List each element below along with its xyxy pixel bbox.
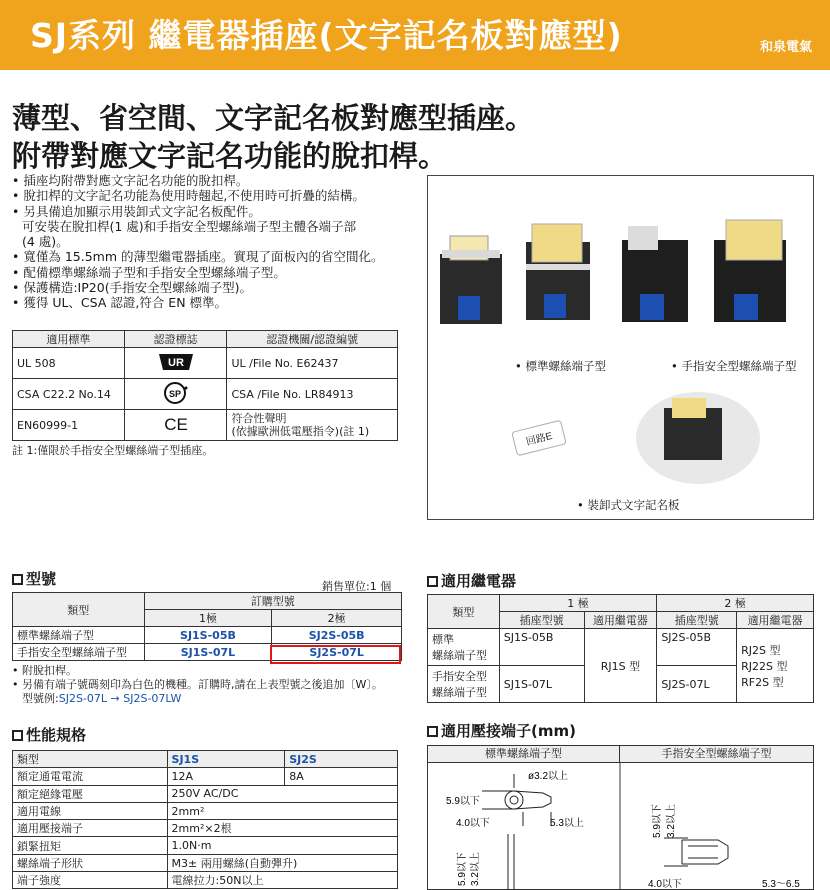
csa-mark-icon (124, 379, 227, 410)
relay-type: 標準 螺絲端子型 (428, 629, 500, 666)
svg-text:4.0以下: 4.0以下 (456, 818, 490, 829)
headline-line-1: 薄型、省空間、文字記名板對應型插座。 (12, 101, 535, 135)
feature-item: • 配備標準螺絲端子型和手指安全型螺絲端子型。 (12, 264, 286, 280)
relay-compatible: RJ1S 型 (584, 629, 657, 703)
ul-mark-icon (124, 348, 227, 379)
cert-header-mark: 認證標誌 (124, 331, 227, 348)
spec-value: 12A (167, 768, 285, 785)
relay-socket: SJ2S-05B (657, 629, 737, 666)
terminal-diagram-box (427, 745, 814, 890)
cert-agency: 符合性聲明 (依據歐洲低電壓指令)(註 1) (227, 410, 398, 441)
socket-standard-1 (440, 236, 502, 324)
svg-text:CE: CE (163, 414, 188, 434)
product-photo-box (427, 175, 814, 520)
section-title-terminal: 適用壓接端子(mm) (427, 720, 576, 741)
model-code-highlighted: SJ2S-07L (272, 644, 402, 661)
spec-label: 額定絕緣電壓 (13, 785, 168, 802)
spec-value: SJ2S (285, 751, 398, 768)
svg-text:4.0以下: 4.0以下 (648, 879, 682, 889)
svg-text:3.2以上: 3.2以上 (666, 804, 677, 838)
fork-terminal-drawing (664, 838, 728, 866)
relay-socket: SJ1S-07L (499, 666, 584, 703)
spec-value: 8A (285, 768, 398, 785)
headline-line-2: 附帶對應文字記名功能的脫扣桿。 (12, 139, 448, 173)
cert-standard: UL 508 (13, 348, 125, 379)
relay-table (427, 594, 814, 703)
certification-table (12, 330, 398, 441)
cert-standard: EN60999-1 (13, 410, 125, 441)
feature-list (12, 173, 420, 311)
socket-standard-2 (526, 224, 590, 320)
spec-label: 額定通電電流 (13, 768, 168, 785)
relay-header-relay: 適用繼電器 (584, 612, 657, 629)
spec-table (12, 750, 398, 889)
feature-item: (4 處)。 (22, 234, 69, 250)
model-type: 手指安全型螺絲端子型 (13, 644, 145, 661)
cert-header-agency: 認證機關/認證編號 (227, 331, 398, 348)
svg-text:5.9以下: 5.9以下 (457, 852, 468, 886)
relay-header-2pole: 2 極 (657, 595, 814, 612)
terminal-dimension-drawing (428, 746, 813, 889)
spec-value: M3± 兩用螺絲(自動彈升) (167, 854, 397, 871)
model-header-type: 類型 (13, 593, 145, 627)
section-title-model: 型號 (12, 568, 56, 589)
section-title-relay: 適用繼電器 (427, 570, 516, 591)
svg-text:3.2以上: 3.2以上 (470, 852, 481, 886)
terminal-header-fingersafe: 手指安全型螺絲端子型 (620, 746, 813, 763)
feature-item: • 寬僅為 15.5mm 的薄型繼電器插座。實現了面板內的省空間化。 (12, 249, 384, 265)
spec-label: 適用壓接端子 (13, 820, 168, 837)
relay-header-1pole: 1 極 (499, 595, 657, 612)
ring-terminal-drawing (482, 774, 551, 889)
ce-mark-icon (124, 410, 227, 441)
highlight-box (270, 645, 401, 664)
model-header-2pole: 2極 (272, 610, 402, 627)
spec-label: 螺絲端子形狀 (13, 854, 168, 871)
model-code: SJ1S-07L (144, 644, 272, 661)
caption-nameplate: • 裝卸式文字記名板 (577, 498, 680, 512)
brand-logo: 和泉電氣 (759, 40, 812, 55)
model-code: SJ2S-05B (272, 627, 402, 644)
relay-header-socket: 插座型號 (657, 612, 737, 629)
socket-fingersafe-1 (622, 226, 688, 322)
sales-unit: 銷售單位:1 個 (322, 580, 392, 593)
relay-header-relay: 適用繼電器 (737, 612, 814, 629)
spec-value: 250V AC/DC (167, 785, 397, 802)
spec-label: 端子強度 (13, 872, 168, 889)
caption-fingersafe-screw: • 手指安全型螺絲端子型 (671, 359, 797, 373)
feature-item: • 保護構造:IP20(手指安全型螺絲端子型)。 (12, 280, 252, 296)
svg-text:5.3以上: 5.3以上 (550, 818, 584, 829)
page-title: SJ系列 繼電器插座(文字記名板對應型) (30, 16, 623, 55)
caption-standard-screw: • 標準螺絲端子型 (515, 359, 606, 373)
feature-item: 可安裝在脫扣桿(1 處)和手指安全型螺絲端子型主體各端子部 (22, 218, 357, 234)
feature-item: • 另具備追加顯示用裝卸式文字記名板配件。 (12, 203, 261, 219)
spec-value: 電線拉力:50N以上 (167, 872, 397, 889)
socket-fingersafe-2 (714, 220, 786, 322)
spec-value: 2mm²×2根 (167, 820, 397, 837)
cert-standard: CSA C22.2 No.14 (13, 379, 125, 410)
svg-text:5.9以下: 5.9以下 (446, 796, 480, 807)
spec-value: 2mm² (167, 802, 397, 819)
spec-value: SJ1S (167, 751, 285, 768)
model-notes: • 附脫扣桿。 • 另備有端子號碼刻印為白色的機種。訂購時,請在上表型號之後追加〔W〕。 型號例:SJ2S-07L → SJ2S-07LW (12, 664, 383, 706)
spec-value: 1.0N·m (167, 837, 397, 854)
relay-header-socket: 插座型號 (499, 612, 584, 629)
feature-item: • 脫扣桿的文字記名功能為使用時翹起,不使用時可折疊的結構。 (12, 188, 365, 204)
section-title-spec: 性能規格 (12, 724, 86, 745)
terminal-header-standard: 標準螺絲端子型 (428, 746, 620, 763)
relay-socket-illustration (428, 176, 813, 519)
svg-text:5.3〜6.5: 5.3〜6.5 (762, 879, 800, 889)
svg-text:ø3.2以上: ø3.2以上 (528, 771, 569, 782)
cert-footnote: 註 1:僅限於手指安全型螺絲端子型插座。 (12, 444, 214, 457)
svg-text:回路E: 回路E (525, 430, 554, 449)
model-type: 標準螺絲端子型 (13, 627, 145, 644)
cert-header-standard: 適用標準 (13, 331, 125, 348)
relay-socket: SJ2S-07L (657, 666, 737, 703)
spec-label: 適用電線 (13, 802, 168, 819)
svg-text:UR: UR (167, 356, 184, 369)
relay-header-type: 類型 (428, 595, 500, 629)
model-header-order: 訂購型號 (144, 593, 401, 610)
feature-item: • 獲得 UL、CSA 認證,符合 EN 標準。 (12, 295, 228, 311)
svg-text:5.9以下: 5.9以下 (652, 804, 663, 838)
svg-text:SP: SP (168, 388, 181, 399)
cert-agency: UL /File No. E62437 (227, 348, 398, 379)
feature-item: • 插座均附帶對應文字記名功能的脫扣桿。 (12, 173, 249, 188)
spec-label: 類型 (13, 751, 168, 768)
cert-agency: CSA /File No. LR84913 (227, 379, 398, 410)
relay-compatible: RJ2S 型 RJ22S 型 RF2S 型 (737, 629, 814, 703)
spec-label: 鎖緊扭矩 (13, 837, 168, 854)
model-header-1pole: 1極 (144, 610, 272, 627)
relay-type: 手指安全型 螺絲端子型 (428, 666, 500, 703)
relay-socket: SJ1S-05B (499, 629, 584, 666)
model-code: SJ1S-05B (144, 627, 272, 644)
